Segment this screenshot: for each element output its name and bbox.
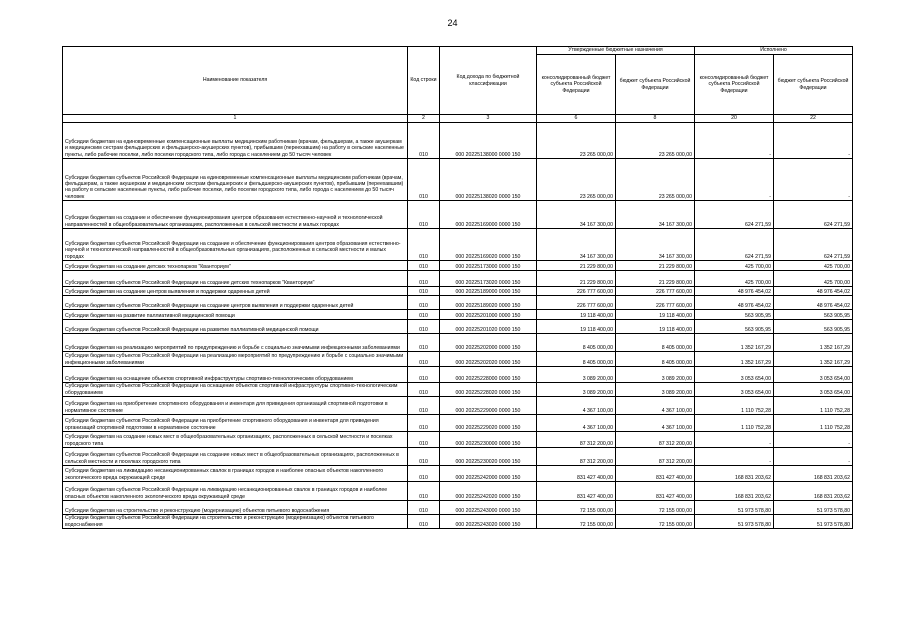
table-row (63, 397, 853, 415)
row-code: 010 (408, 415, 440, 432)
row-executed-consolidated: 1 352 167,29 (695, 352, 774, 367)
row-executed-subject: 51 973 578,80 (774, 515, 853, 529)
row-approved-consolidated: 8 405 000,00 (537, 334, 616, 352)
table-row (63, 271, 853, 287)
row-name: Субсидии бюджетам на единовременные компенсационные выплаты медицинским работникам (врачам, фельдшерам, а также акушеркам и медицинским сестрам фельдшерских и фельдшерско-акушерских пунктов), прибывшим (переехавшим) на работу в сельские населенные пункты, либо рабочие поселки, либо поселки городского типа, либо города с населением до 50 тысяч человек (63, 123, 408, 159)
header-executed-consolidated: консолидированный бюджет субъекта Российской Федерации (695, 55, 774, 115)
row-approved-subject: 72 155 000,00 (616, 501, 695, 515)
row-budget-code: 000 20225201020 0000 150 (440, 320, 537, 334)
row-budget-code: 000 20225173020 0000 150 (440, 271, 537, 287)
row-executed-subject: - (774, 123, 853, 159)
row-name: Субсидии бюджетам субъектов Российской Федерации на единовременные компенсационные выплаты медицинским работникам (врачам, фельдшерам, а также акушеркам и медицинским сестрам фельдшерских и фельдшерско-акушерских пунктов), прибывшим (переехавшим) на работу в сельские населенные пункты, либо рабочие поселки, либо поселки городского типа, либо города с населением до 50 тысяч человек (63, 159, 408, 201)
row-approved-subject: 831 427 400,00 (616, 482, 695, 501)
row-name: Субсидии бюджетам на оснащение объектов спортивной инфраструктуры спортивно-технологическим оборудованием (63, 367, 408, 383)
page-number: 24 (447, 18, 458, 28)
row-name: Субсидии бюджетам субъектов Российской Федерации на реализацию мероприятий по предупреждению и борьбе с социально значимыми инфекционными заболеваниями (63, 352, 408, 367)
row-approved-subject: 226 777 600,00 (616, 287, 695, 296)
row-budget-code: 000 20225229020 0000 150 (440, 415, 537, 432)
row-code: 010 (408, 383, 440, 397)
row-approved-subject: 72 155 000,00 (616, 515, 695, 529)
row-code: 010 (408, 261, 440, 271)
table-row (63, 320, 853, 334)
table-row (63, 415, 853, 432)
header-approved-subject: бюджет субъекта Российской Федерации (616, 55, 695, 115)
row-budget-code: 000 20225202020 0000 150 (440, 352, 537, 367)
row-name: Субсидии бюджетам субъектов Российской Федерации на строительство и реконструкцию (модернизацию) объектов питьевого водоснабжения (63, 515, 408, 529)
row-code: 010 (408, 482, 440, 501)
row-budget-code: 000 20225243000 0000 150 (440, 501, 537, 515)
col-number: 6 (537, 115, 616, 123)
row-executed-consolidated: 48 976 454,02 (695, 287, 774, 296)
row-executed-consolidated: 168 831 203,62 (695, 482, 774, 501)
row-code: 010 (408, 271, 440, 287)
row-name: Субсидии бюджетам субъектов Российской Федерации на создание новых мест в общеобразовательных организациях, расположенных в сельской местности и поселках городского типа (63, 448, 408, 466)
row-approved-consolidated: 226 777 600,00 (537, 296, 616, 310)
row-approved-subject: 23 265 000,00 (616, 159, 695, 201)
row-executed-subject: - (774, 448, 853, 466)
row-name: Субсидии бюджетам на создание и обеспечение функционирования центров образования естественно-научной и технологической направленностей в общеобразовательных организациях, расположенных в сельской местности и малых городах (63, 201, 408, 229)
table-row (63, 466, 853, 482)
row-executed-subject: 425 700,00 (774, 271, 853, 287)
col-number: 2 (408, 115, 440, 123)
row-approved-consolidated: 21 229 800,00 (537, 261, 616, 271)
row-code: 010 (408, 352, 440, 367)
row-code: 010 (408, 287, 440, 296)
row-executed-consolidated: 624 271,59 (695, 201, 774, 229)
row-code: 010 (408, 466, 440, 482)
row-approved-consolidated: 72 155 000,00 (537, 515, 616, 529)
table-row (63, 352, 853, 367)
row-executed-subject: 624 271,59 (774, 201, 853, 229)
row-executed-consolidated: 1 110 752,28 (695, 397, 774, 415)
row-executed-consolidated: 48 976 454,02 (695, 296, 774, 310)
row-code: 010 (408, 334, 440, 352)
row-name: Субсидии бюджетам на создание центров выявления и поддержки одаренных детей (63, 287, 408, 296)
row-code: 010 (408, 123, 440, 159)
row-executed-consolidated: - (695, 432, 774, 448)
row-approved-subject: 19 118 400,00 (616, 310, 695, 320)
col-number: 20 (695, 115, 774, 123)
row-budget-code: 000 20225230020 0000 150 (440, 448, 537, 466)
row-approved-subject: 4 367 100,00 (616, 415, 695, 432)
row-executed-subject: 1 352 167,29 (774, 352, 853, 367)
row-approved-subject: 87 312 200,00 (616, 448, 695, 466)
row-approved-consolidated: 72 155 000,00 (537, 501, 616, 515)
row-budget-code: 000 20225169020 0000 150 (440, 229, 537, 261)
table-row (63, 296, 853, 310)
row-budget-code: 000 20225201000 0000 150 (440, 310, 537, 320)
row-code: 010 (408, 501, 440, 515)
budget-table (62, 46, 853, 529)
row-name: Субсидии бюджетам субъектов Российской Федерации на развитие паллиативной медицинской помощи (63, 320, 408, 334)
row-executed-subject: 51 973 578,80 (774, 501, 853, 515)
row-budget-code: 000 20225242020 0000 150 (440, 482, 537, 501)
row-executed-consolidated: 1 352 167,29 (695, 334, 774, 352)
row-name: Субсидии бюджетам субъектов Российской Федерации на создание детских технопарков "Кванториум" (63, 271, 408, 287)
row-budget-code: 000 20225173000 0000 150 (440, 261, 537, 271)
row-name: Субсидии бюджетам субъектов Российской Федерации на создание и обеспечение функционирования центров образования естественно-научной и технологической направленностей в общеобразовательных организациях, расположенных в сельской местности и малых городах (63, 229, 408, 261)
table-row (63, 287, 853, 296)
row-approved-consolidated: 831 427 400,00 (537, 466, 616, 482)
row-approved-consolidated: 23 265 000,00 (537, 123, 616, 159)
row-budget-code: 000 20225202000 0000 150 (440, 334, 537, 352)
table-row (63, 515, 853, 529)
row-code: 010 (408, 296, 440, 310)
row-executed-subject: 3 053 654,00 (774, 367, 853, 383)
table-row (63, 123, 853, 159)
row-approved-subject: 4 367 100,00 (616, 397, 695, 415)
row-approved-consolidated: 3 089 200,00 (537, 383, 616, 397)
row-name: Субсидии бюджетам субъектов Российской Федерации на оснащение объектов спортивной инфраструктуры спортивно-технологическим оборудованием (63, 383, 408, 397)
row-name: Субсидии бюджетам на создание новых мест в общеобразовательных организациях, расположенных в сельской местности и поселках городского типа (63, 432, 408, 448)
row-budget-code: 000 20225138020 0000 150 (440, 159, 537, 201)
row-executed-consolidated: - (695, 448, 774, 466)
row-approved-consolidated: 4 367 100,00 (537, 415, 616, 432)
row-approved-subject: 34 167 300,00 (616, 229, 695, 261)
row-executed-consolidated: - (695, 159, 774, 201)
row-budget-code: 000 20225242000 0000 150 (440, 466, 537, 482)
header-name: Наименование показателя (63, 47, 408, 115)
row-executed-subject: 425 700,00 (774, 261, 853, 271)
row-executed-consolidated: 563 905,95 (695, 310, 774, 320)
row-name: Субсидии бюджетам на создание детских технопарков "Кванториум" (63, 261, 408, 271)
row-approved-subject: 21 229 800,00 (616, 271, 695, 287)
row-approved-consolidated: 226 777 600,00 (537, 287, 616, 296)
row-budget-code: 000 20225229000 0000 150 (440, 397, 537, 415)
table-row (63, 448, 853, 466)
row-approved-consolidated: 34 167 300,00 (537, 229, 616, 261)
row-executed-subject: - (774, 159, 853, 201)
row-executed-consolidated: 3 053 654,00 (695, 383, 774, 397)
row-executed-subject: - (774, 432, 853, 448)
col-number: 8 (616, 115, 695, 123)
row-executed-consolidated: 51 973 578,80 (695, 515, 774, 529)
row-executed-subject: 1 110 752,28 (774, 397, 853, 415)
row-executed-subject: 1 352 167,29 (774, 334, 853, 352)
row-approved-subject: 3 089 200,00 (616, 383, 695, 397)
row-executed-subject: 168 831 203,62 (774, 482, 853, 501)
table-row (63, 383, 853, 397)
row-executed-subject: 3 053 654,00 (774, 383, 853, 397)
row-executed-subject: 48 976 454,02 (774, 287, 853, 296)
row-name: Субсидии бюджетам на ликвидацию несанкционированных свалок в границах городов и наиболее опасных объектов накопленного экологического вреда окружающей среде (63, 466, 408, 482)
row-approved-consolidated: 831 427 400,00 (537, 482, 616, 501)
row-name: Субсидии бюджетам субъектов Российской Федерации на ликвидацию несанкционированных свалок в границах городов и наиболее опасных объектов накопленного экологического вреда окружающей среде (63, 482, 408, 501)
row-code: 010 (408, 201, 440, 229)
table-row (63, 482, 853, 501)
row-approved-subject: 8 405 000,00 (616, 334, 695, 352)
table-row (63, 159, 853, 201)
row-budget-code: 000 20225243020 0000 150 (440, 515, 537, 529)
row-approved-consolidated: 4 367 100,00 (537, 397, 616, 415)
row-executed-consolidated: 51 973 578,80 (695, 501, 774, 515)
row-approved-subject: 226 777 600,00 (616, 296, 695, 310)
row-budget-code: 000 20225189000 0000 150 (440, 287, 537, 296)
row-budget-code: 000 20225228020 0000 150 (440, 383, 537, 397)
header-executed-group: Исполнено (695, 47, 853, 55)
row-name: Субсидии бюджетам на реализацию мероприятий по предупреждению и борьбе с социально значимыми инфекционными заболеваниями (63, 334, 408, 352)
table-row (63, 334, 853, 352)
col-number: 3 (440, 115, 537, 123)
col-number: 1 (63, 115, 408, 123)
row-approved-consolidated: 3 089 200,00 (537, 367, 616, 383)
header-approved-consolidated: консолидированный бюджет субъекта Российской Федерации (537, 55, 616, 115)
row-name: Субсидии бюджетам на приобретение спортивного оборудования и инвентаря для приведения организаций спортивной подготовки в нормативное состояние (63, 397, 408, 415)
table-row (63, 310, 853, 320)
row-code: 010 (408, 310, 440, 320)
row-approved-subject: 831 427 400,00 (616, 466, 695, 482)
column-numbers-row (63, 115, 853, 123)
row-approved-consolidated: 34 167 300,00 (537, 201, 616, 229)
row-executed-consolidated: - (695, 123, 774, 159)
row-approved-consolidated: 21 229 800,00 (537, 271, 616, 287)
row-code: 010 (408, 367, 440, 383)
row-executed-consolidated: 3 053 654,00 (695, 367, 774, 383)
row-executed-subject: 48 976 454,02 (774, 296, 853, 310)
header-budget-code: Код дохода по бюджетной классификации (440, 47, 537, 115)
row-executed-consolidated: 563 905,95 (695, 320, 774, 334)
row-name: Субсидии бюджетам субъектов Российской Федерации на приобретение спортивного оборудования и инвентаря для приведения организаций спортивной подготовки в нормативное состояние (63, 415, 408, 432)
row-executed-consolidated: 1 110 752,28 (695, 415, 774, 432)
row-executed-subject: 563 905,95 (774, 320, 853, 334)
header-code: Код строки (408, 47, 440, 115)
row-executed-subject: 1 110 752,28 (774, 415, 853, 432)
row-approved-consolidated: 87 312 200,00 (537, 432, 616, 448)
row-approved-subject: 34 167 300,00 (616, 201, 695, 229)
row-code: 010 (408, 229, 440, 261)
row-executed-consolidated: 425 700,00 (695, 261, 774, 271)
table-row (63, 261, 853, 271)
row-approved-consolidated: 8 405 000,00 (537, 352, 616, 367)
row-code: 010 (408, 515, 440, 529)
row-code: 010 (408, 448, 440, 466)
table-row (63, 501, 853, 515)
row-budget-code: 000 20225189020 0000 150 (440, 296, 537, 310)
row-budget-code: 000 20225230000 0000 150 (440, 432, 537, 448)
table-row (63, 201, 853, 229)
table-row (63, 367, 853, 383)
row-executed-subject: 168 831 203,62 (774, 466, 853, 482)
row-approved-subject: 8 405 000,00 (616, 352, 695, 367)
row-executed-consolidated: 624 271,59 (695, 229, 774, 261)
row-approved-subject: 21 229 800,00 (616, 261, 695, 271)
table-row (63, 432, 853, 448)
header-executed-subject: бюджет субъекта Российской Федерации (774, 55, 853, 115)
row-code: 010 (408, 320, 440, 334)
row-approved-subject: 87 312 200,00 (616, 432, 695, 448)
row-name: Субсидии бюджетам субъектов Российской Федерации на создание центров выявления и поддержки одаренных детей (63, 296, 408, 310)
row-executed-subject: 563 905,95 (774, 310, 853, 320)
row-executed-subject: 624 271,59 (774, 229, 853, 261)
header-approved-group: Утвержденные бюджетные назначения (537, 47, 695, 55)
row-approved-consolidated: 19 118 400,00 (537, 320, 616, 334)
row-approved-subject: 19 118 400,00 (616, 320, 695, 334)
row-name: Субсидии бюджетам на развитие паллиативной медицинской помощи (63, 310, 408, 320)
row-code: 010 (408, 432, 440, 448)
row-name: Субсидии бюджетам на строительство и реконструкцию (модернизацию) объектов питьевого водоснабжения (63, 501, 408, 515)
row-budget-code: 000 20225169000 0000 150 (440, 201, 537, 229)
row-executed-consolidated: 425 700,00 (695, 271, 774, 287)
row-approved-consolidated: 19 118 400,00 (537, 310, 616, 320)
row-code: 010 (408, 159, 440, 201)
row-approved-consolidated: 87 312 200,00 (537, 448, 616, 466)
row-code: 010 (408, 397, 440, 415)
row-approved-subject: 23 265 000,00 (616, 123, 695, 159)
row-budget-code: 000 20225228000 0000 150 (440, 367, 537, 383)
row-budget-code: 000 20225138000 0000 150 (440, 123, 537, 159)
row-approved-consolidated: 23 265 000,00 (537, 159, 616, 201)
table-row (63, 229, 853, 261)
col-number: 22 (774, 115, 853, 123)
row-executed-consolidated: 168 831 203,62 (695, 466, 774, 482)
row-approved-subject: 3 089 200,00 (616, 367, 695, 383)
